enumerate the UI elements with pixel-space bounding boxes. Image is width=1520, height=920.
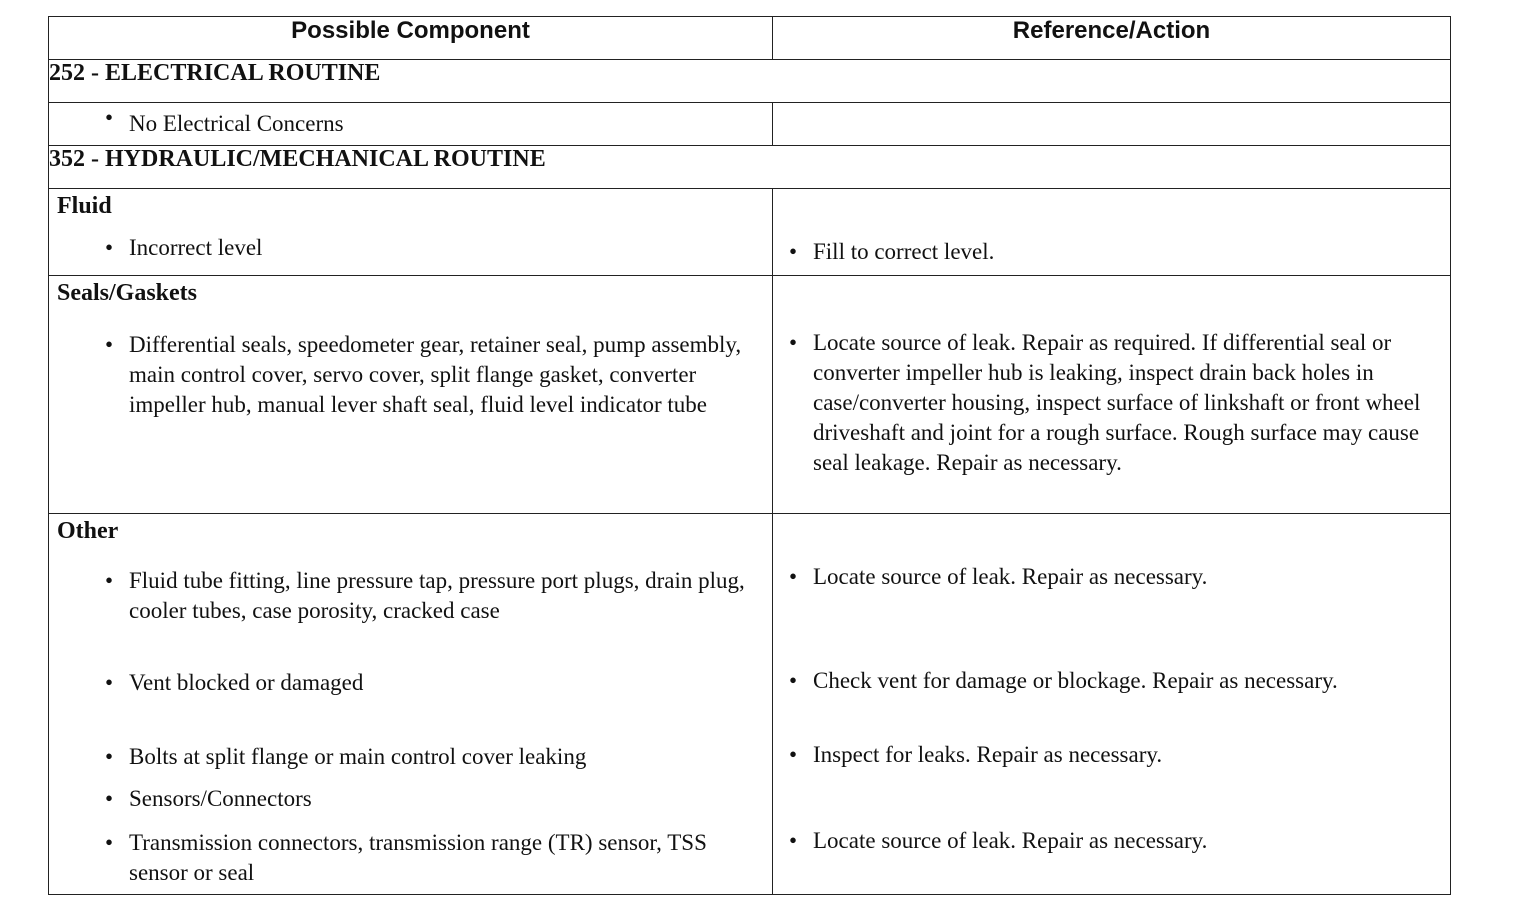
component-text: Vent blocked or damaged <box>129 670 364 695</box>
group-row-fluid <box>49 189 1451 276</box>
group-row-other <box>49 514 1451 895</box>
component-text: Fluid tube fitting, line pressure tap, pressure port plugs, drain plug, cooler tubes, case porosity, cracked case <box>129 568 745 623</box>
action-item <box>773 237 1450 267</box>
bullet: • <box>105 568 114 593</box>
bullet: • <box>105 786 114 811</box>
group-title: Fluid <box>57 193 112 219</box>
component-cell <box>49 189 773 276</box>
bullet: • <box>105 332 114 357</box>
component-cell <box>49 103 773 146</box>
action-cell <box>773 514 1451 895</box>
group-row-seals-gaskets <box>49 276 1451 514</box>
section-title-electrical: 252 - ELECTRICAL ROUTINE <box>49 60 1451 103</box>
action-item <box>773 826 1450 856</box>
component-item <box>49 330 772 420</box>
bullet: • <box>789 564 798 589</box>
action-item <box>773 328 1450 478</box>
component-text: Transmission connectors, transmission range (TR) sensor, TSS sensor or seal <box>129 830 707 885</box>
bullet: • <box>105 744 114 769</box>
section-row-electrical <box>49 60 1451 103</box>
diagnostic-table <box>48 16 1451 895</box>
group-title: Other <box>57 518 119 544</box>
action-text: Inspect for leaks. Repair as necessary. <box>813 742 1163 767</box>
action-text: Locate source of leak. Repair as necessary. <box>813 564 1208 589</box>
component-item <box>49 742 772 772</box>
action-text: Check vent for damage or blockage. Repair as necessary. <box>813 668 1338 693</box>
action-text: Fill to correct level. <box>813 239 995 264</box>
action-cell <box>773 276 1451 514</box>
section-title-hydraulic: 352 - HYDRAULIC/MECHANICAL ROUTINE <box>49 146 1451 189</box>
bullet: • <box>789 239 798 264</box>
component-text: No Electrical Concerns <box>129 111 344 136</box>
component-cell <box>49 514 773 895</box>
action-text: Locate source of leak. Repair as necessary. <box>813 828 1208 853</box>
component-text: Differential seals, speedometer gear, retainer seal, pump assembly, main control cover, servo cover, split flange gasket, converter impeller hub, manual lever shaft seal, fluid level indicator tube <box>129 332 742 417</box>
header-row <box>49 17 1451 60</box>
action-text: Locate source of leak. Repair as required. If differential seal or converter impeller hub is leaking, inspect drain back holes in case/converter housing, inspect surface of linkshaft or front wheel driveshaft and joint for a rough surface. Rough surface may cause seal leakage. Repair as necessary. <box>813 330 1421 475</box>
action-cell <box>773 189 1451 276</box>
component-text: Incorrect level <box>129 235 263 260</box>
component-item <box>49 233 772 263</box>
component-text: Bolts at split flange or main control cover leaking <box>129 744 587 769</box>
component-item <box>49 566 772 656</box>
bullet: • <box>105 105 114 130</box>
header-reference-action: Reference/Action <box>773 17 1451 60</box>
bullet: • <box>105 830 114 855</box>
bullet: • <box>789 828 798 853</box>
header-possible-component: Possible Component <box>49 17 773 60</box>
bullet: • <box>105 235 114 260</box>
component-text: Sensors/Connectors <box>129 786 312 811</box>
action-item <box>773 666 1450 728</box>
section-row-hydraulic <box>49 146 1451 189</box>
table-row <box>49 103 1451 146</box>
bullet: • <box>789 668 798 693</box>
component-item <box>49 103 772 139</box>
group-title: Seals/Gaskets <box>57 280 198 306</box>
bullet: • <box>789 742 798 767</box>
component-item <box>49 828 772 888</box>
component-item <box>49 668 772 730</box>
bullet: • <box>105 670 114 695</box>
bullet: • <box>789 330 798 355</box>
action-item <box>773 562 1450 652</box>
action-cell <box>773 103 1451 146</box>
component-item <box>49 784 772 814</box>
component-cell <box>49 276 773 514</box>
action-item <box>773 740 1450 770</box>
